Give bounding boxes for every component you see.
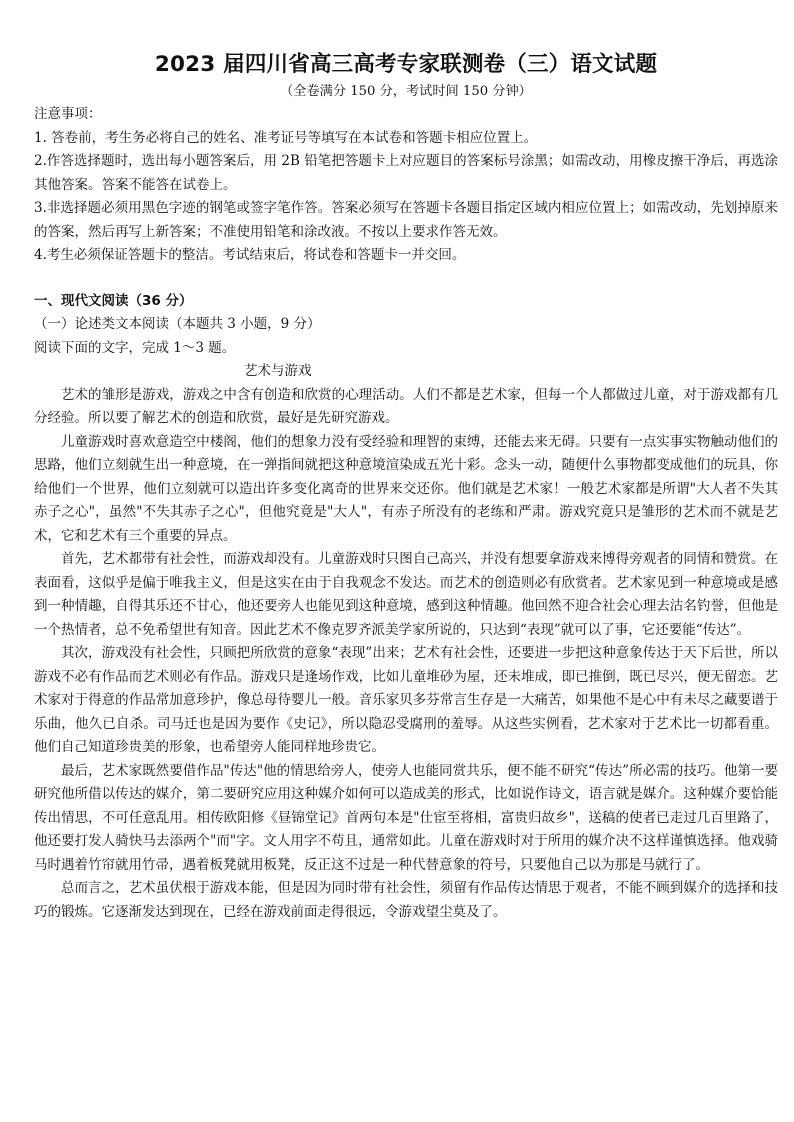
exam-title: 2023 届四川省高三高考专家联测卷（三）语文试题 [154, 52, 658, 77]
section-heading: 一、现代文阅读（36 分） [34, 292, 193, 309]
exam-subtitle: （全卷满分 150 分，考试时间 150 分钟） [280, 84, 532, 99]
article-title: 艺术与游戏 [244, 363, 312, 379]
exam-page [34, 50, 778, 924]
notice-item: 4.考生必须保证答题卡的整洁。考试结束后，将试卷和答题卡一并交回。 [34, 247, 466, 263]
article-paragraph: 首先，艺术都带有社会性，而游戏却没有。儿童游戏时只图自己高兴，并没有想要拿游戏来博得旁观者的同情和赞赏。在表面看，这似乎是偏于唯我主义，但是这实在由于自我观念不发达。而艺术的创造则必有欣赏者。艺术家见到一种意境或是感到一种情趣，自得其乐还不甘心，他还要旁人也能见到这种意境，感到这种情趣。他回然不迎合社会心理去沽名钓誉，但他是一个热情者，总不免希望世有知音。因此艺术不像克罗齐派美学家所说的，只达到“表现”就可以了事，它还要能“传达”。 [34, 551, 778, 638]
notice-item: 3.非选择题必须用黑色字迹的钢笔或签字笔作答。答案必须写在答题卡各题目指定区域内相应位置上；如需改动，先划掉原来的答案，然后再写上新答案；不准使用铅笔和涂改液。不按以上要求作答无效。 [34, 200, 778, 240]
article-paragraph: 总而言之，艺术虽伏根于游戏本能，但是因为同时带有社会性，须留有作品传达情思于观者，不能不顾到媒介的选择和技巧的锻炼。它逐渐发达到现在，已经在游戏前面走得很远，令游戏望尘莫及了。 [34, 880, 778, 920]
notice-item: 1. 答卷前，考生务必将自己的姓名、准考证号等填写在本试卷和答题卡相应位置上。 [34, 129, 538, 146]
notice-item: 2.作答选择题时，选出每小题答案后，用 2B 铅笔把答题卡上对应题目的答案标号涂黑；如需改动，用橡皮擦干净后，再选涂其他答案。答案不能答在试卷上。 [34, 153, 778, 193]
article-body [34, 384, 778, 925]
article-paragraph: 艺术的雏形是游戏，游戏之中含有创造和欣赏的心理活动。人们不都是艺术家，但每一个人都做过儿童，对于游戏都有几分经验。所以要了解艺术的创造和欣赏，最好是先研究游戏。 [34, 386, 778, 426]
notice-heading: 注意事项： [34, 106, 102, 122]
article-paragraph: 其次，游戏没有社会性，只顾把所欣赏的意象“表现”出来；艺术有社会性，还要进一步把这种意象传达于天下后世，所以游戏不必有作品而艺术则必有作品。游戏只是逢场作戏，比如儿童堆砂为屋，还未堆成，即已推倒，既已尽兴，便无留恋。艺术家对于得意的作品常加意珍护，像总母待婴儿一般。音乐家贝多芬常言生存是一大痛苦，如果他不是心中有未尽之藏要谱于乐曲，他久已自杀。司马迁也是因为要作《史记》，所以隐忍受腐刑的羞辱。从这些实例看，艺术家对于艺术比一切都看重。他们自己知道珍贵美的形象，也希望旁人能同样地珍贵它。 [34, 645, 778, 755]
article-paragraph: 最后，艺术家既然要借作品"传达"他的情思给旁人，使旁人也能同赏共乐，便不能不研究“传达”所必需的技巧。他第一要研究他所借以传达的媒介，第二要研究应用这种媒介如何可以造成美的形式，比如说作诗文，语言就是媒介。这种媒介要恰能传出情思，不可任意乱用。相传欧阳修《昼锦堂记》首两句本是"仕宦至将相，富贵归故乡"，送稿的使者已走过几百里路了，他还要打发人骑快马去添两个"而"字。文人用字不苟且，通常如此。儿童在游戏时对于所用的媒介决不这样谨慎选择。他戏骑马时遇着竹帘就用竹帚，遇着板凳就用板凳，反正这不过是一种代替意象的符号，只要他自己以为那是马就行了。 [34, 762, 778, 873]
notice-list [34, 127, 778, 268]
subsection-heading: （一）论述类文本阅读（本题共 3 小题，9 分） [34, 316, 321, 332]
article-paragraph: 儿童游戏时喜欢意造空中楼阁，他们的想象力没有受经验和理智的束缚，还能去来无碍。只要有一点实事实物触动他们的思路，他们立刻就生出一种意境，在一弹指间就把这种意境渲染成五光十彩。念头一动，随便什么事物都变成他们的玩具，你给他们一个世界，他们立刻就可以造出许多变化离奇的世界来交还你。他们就是艺术家！一般艺术家都是所谓"大人者不失其赤子之心"，虽然"不失其赤子之心"，但他究竟是"大人"，有赤子所没有的老练和严肃。游戏究竟只是雏形的艺术而不就是艺术，它和艺术有三个重要的异点。 [34, 433, 778, 544]
reading-instruction: 阅读下面的文字，完成 1～3 题。 [34, 339, 236, 356]
